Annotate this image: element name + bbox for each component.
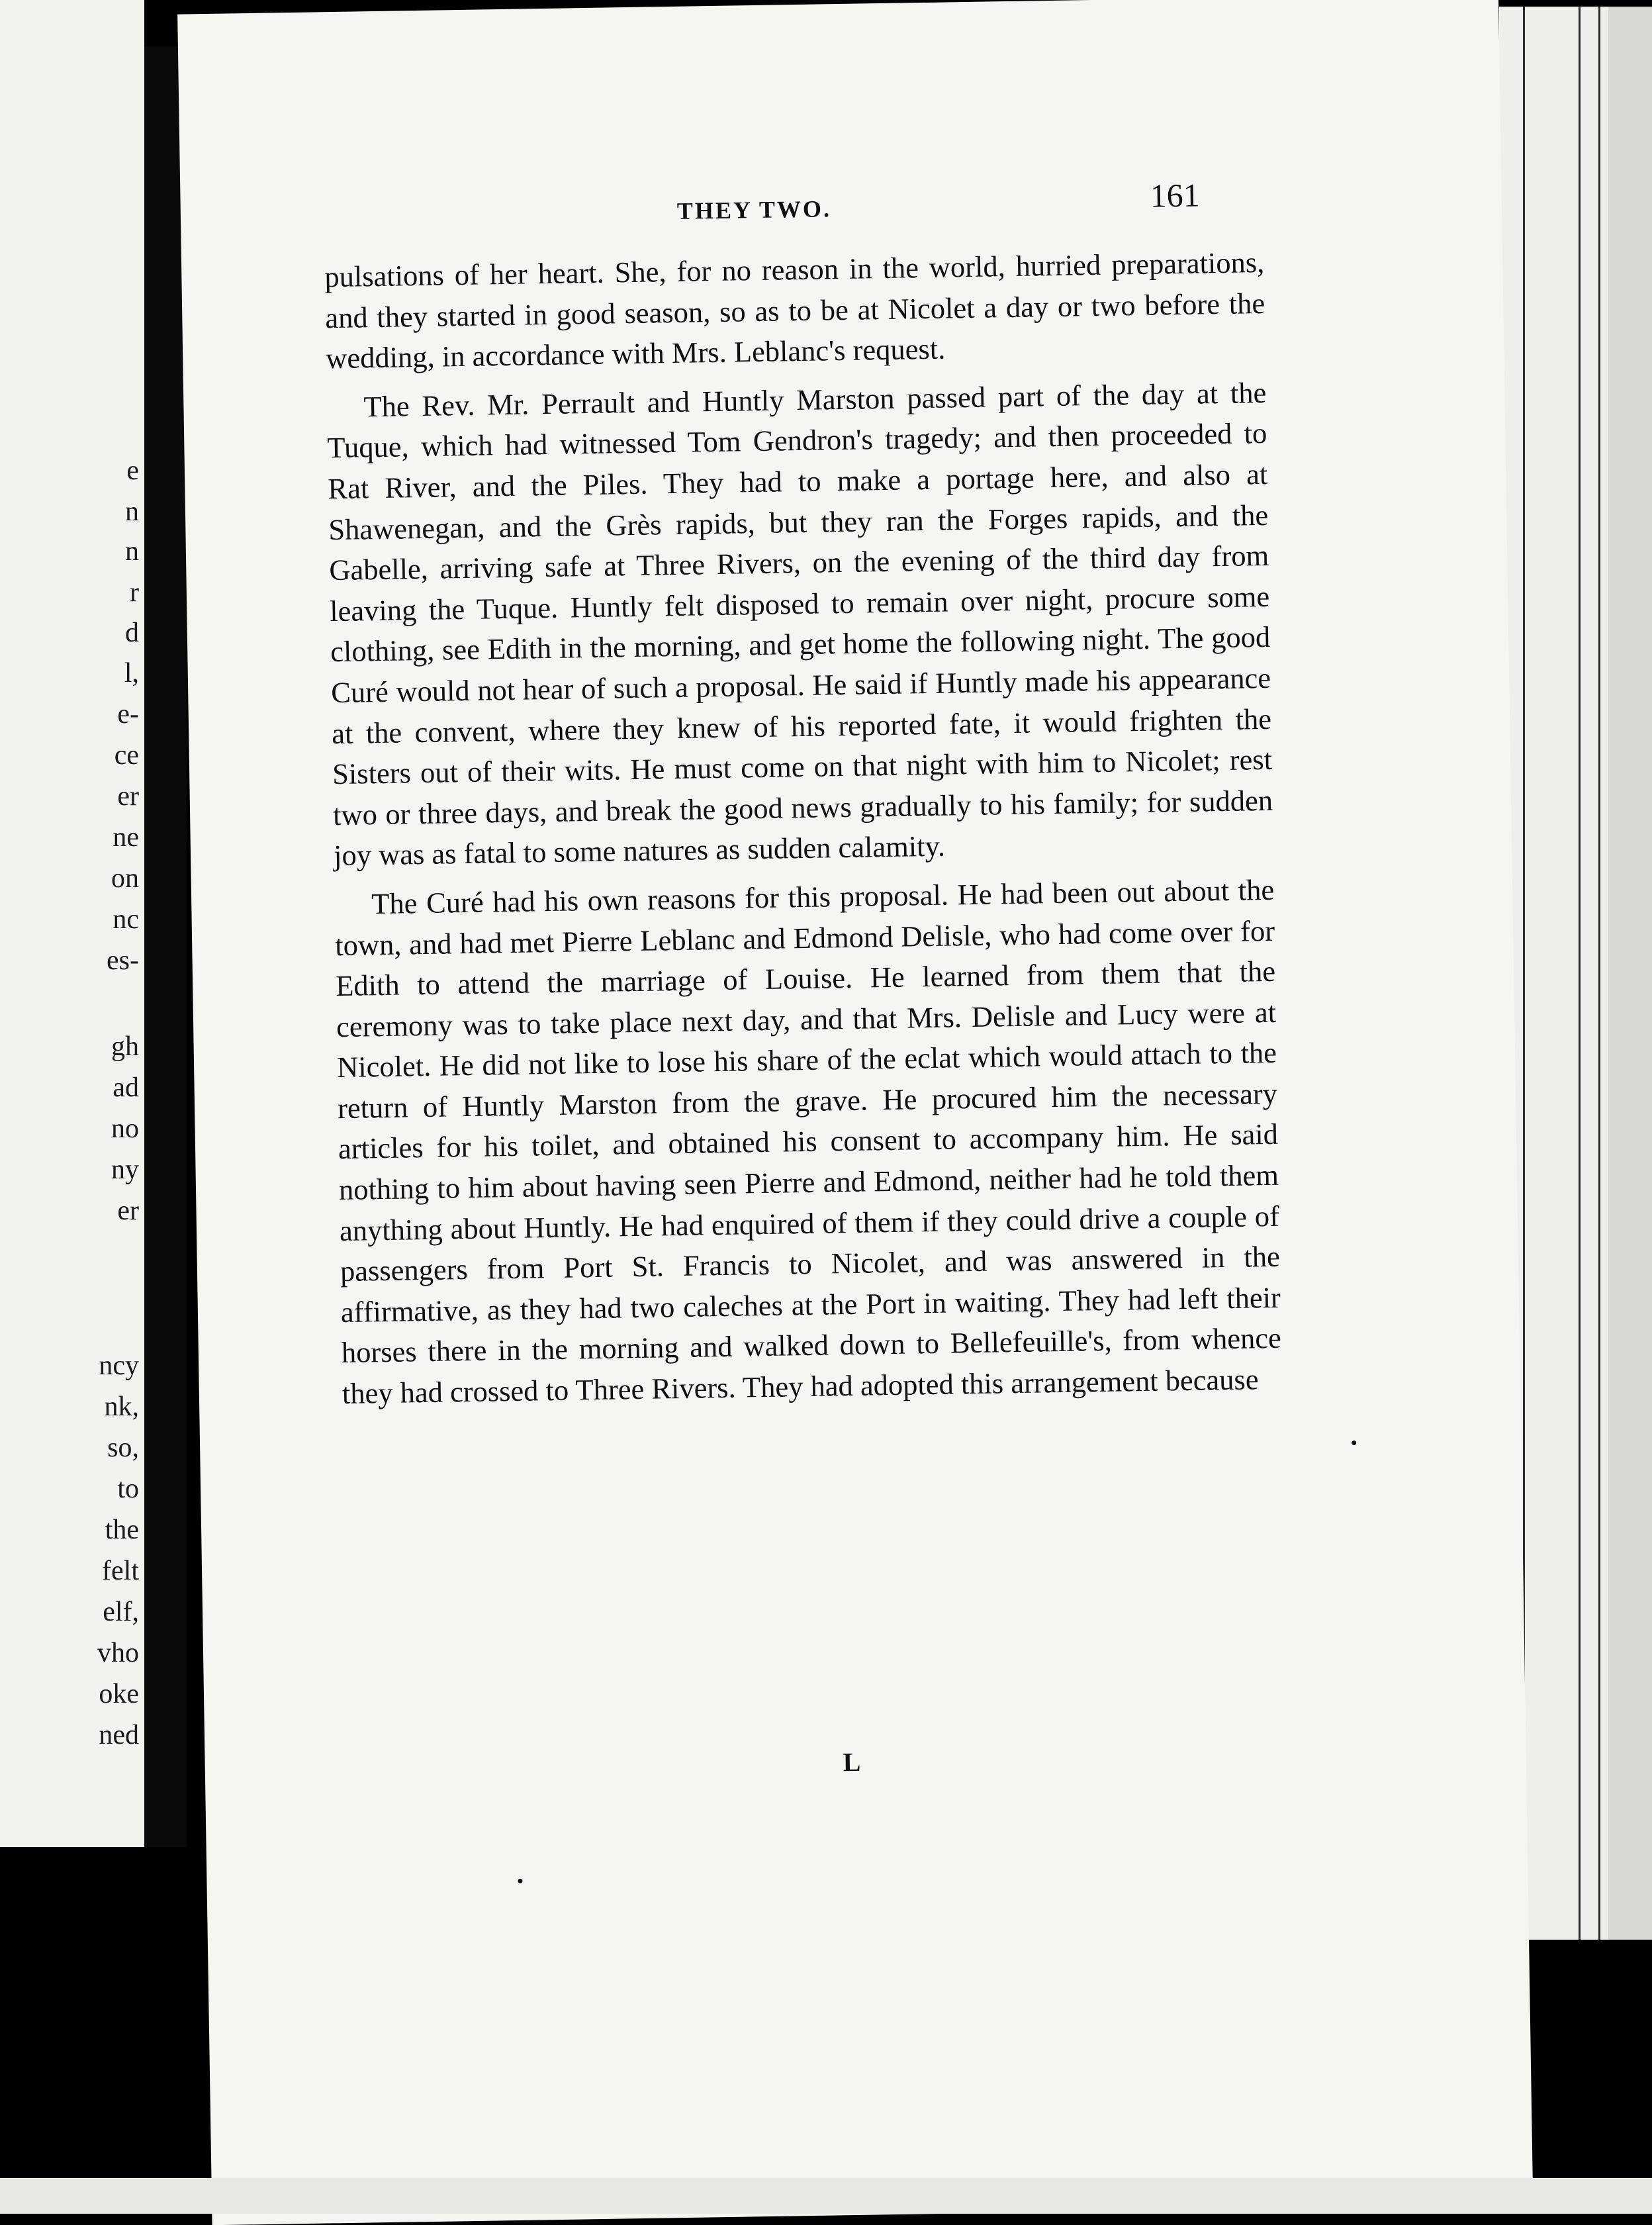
paragraph: The Curé had his own reasons for this proposal. He had been out about the town, and had met Pierre Leblanc and Edmond Delisle, who had come over for Edith to attend the marriage of Louise. He learned from them that the ceremony was to take place next day, and that Mrs. Delisle and Lucy were at Nicolet. He did not like to lose his share of the eclat which would attach to the return of Huntly Marston from the grave. He procured him the necessary articles for his toilet, and obtained his consent to accompany him. He said nothing to him about having seen Pierre and Edmond, neither had he told them anything about Huntly. He had enquired of them if they could drive a couple of passengers from Port St. Francis to Nicolet, and was answered in the affirmative, as they had two caleches at the Port in waiting. They had left their horses there in the morning and walked down to Bellefeuille's, from whence they had crossed to Three Rivers. They had adopted this arrangement because <box>334 873 1282 1411</box>
left-page-text: ncy <box>99 1350 139 1381</box>
left-page-text: gh <box>111 1031 139 1062</box>
left-page-text: er <box>117 781 139 812</box>
left-page-text: nc <box>113 904 139 935</box>
left-page-text: e- <box>117 699 139 730</box>
left-page-fragment <box>0 0 144 1847</box>
left-page-text: vho <box>97 1638 139 1668</box>
speck <box>518 1879 522 1883</box>
left-page-text: no <box>111 1113 139 1144</box>
left-page-text: r <box>130 577 139 608</box>
left-page-text: l, <box>124 658 139 688</box>
left-page-text: oke <box>99 1679 139 1709</box>
book-gutter <box>144 46 187 1847</box>
left-page-text: ce <box>114 740 139 771</box>
running-head: THEY TWO. <box>676 195 832 224</box>
left-page-text: nk, <box>104 1392 139 1422</box>
left-page-text: ad <box>113 1072 139 1103</box>
paragraph: pulsations of her heart. She, for no reason in the world, hurried preparations, and they started in good season, so as to be at Nicolet a day or two before the wedding, in accordance with Mrs. Leblanc's request. <box>324 245 1265 375</box>
page-header <box>180 171 1502 244</box>
page-edge-shadow <box>1608 7 1652 1940</box>
paragraph: The Rev. Mr. Perrault and Huntly Marston passed part of the day at the Tuque, which had witnessed Tom Gendron's tragedy; and then proceeded to Rat River, and the Piles. They had to make a portage here, and also at Shawenegan, and the Grès rapids, but they ran the Forges rapids, and the Gabelle, arriving safe at Three Rivers, on the evening of the third day from leaving the Tuque. Huntly felt disposed to remain over night, procure some clothing, see Edith in the morning, and get home the following night. The good Curé would not hear of such a proposal. He said if Huntly made his appearance at the convent, where they knew of his reported fate, it would frighten the Sisters out of their wits. He must come on that night with him to Nicolet; rest two or three days, and break the good news gradually to his family; for sudden joy was as fatal to some natures as sudden calamity. <box>327 375 1273 873</box>
left-page-text: to <box>117 1474 139 1504</box>
page-number: 161 <box>1150 176 1201 214</box>
body-text <box>324 242 1282 1423</box>
left-page-text: n <box>125 497 139 527</box>
left-page-text: elf, <box>103 1597 139 1627</box>
left-page-text: es- <box>107 945 139 976</box>
left-page-text: d <box>125 618 139 648</box>
signature-mark: L <box>843 1746 861 1777</box>
left-page-text: felt <box>102 1556 139 1586</box>
left-page-text: the <box>105 1515 139 1545</box>
left-page-text: e <box>126 455 139 486</box>
left-page-text: on <box>111 863 139 894</box>
left-page-text: ne <box>113 822 139 853</box>
book-page <box>177 0 1533 2225</box>
left-page-text: n <box>125 536 139 567</box>
left-page-text: so, <box>107 1433 139 1463</box>
left-page-text: er <box>117 1196 139 1226</box>
left-page-text: ny <box>111 1155 139 1185</box>
speck <box>1352 1441 1356 1445</box>
scan-bottom-strip <box>0 2178 1652 2214</box>
left-page-text: ned <box>99 1720 139 1750</box>
